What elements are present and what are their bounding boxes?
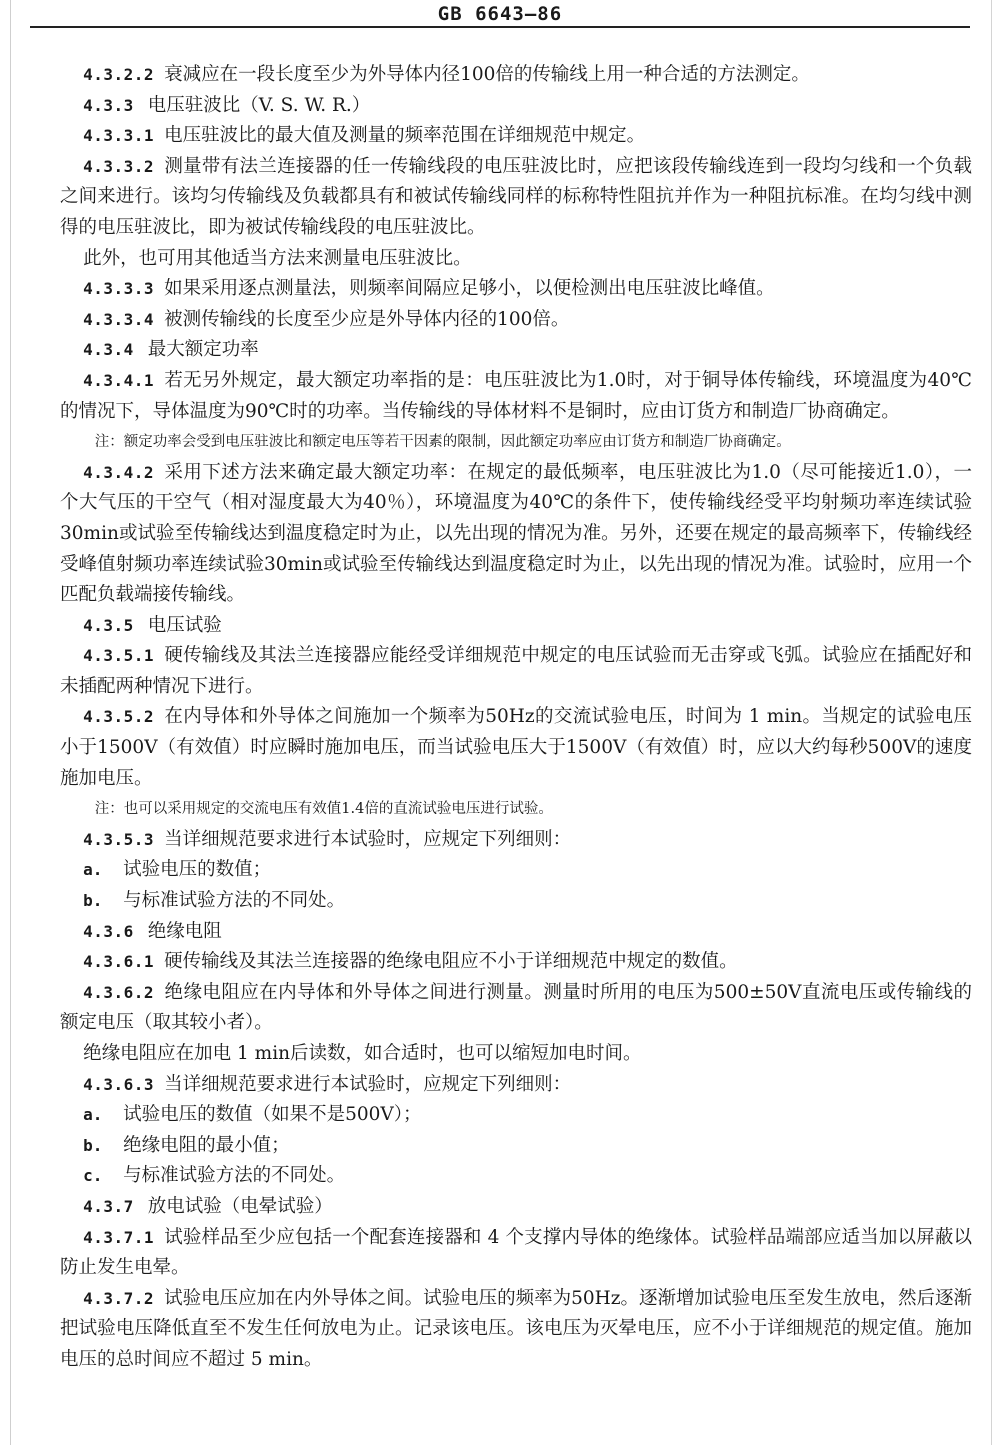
- clause-paragraph: [60, 917, 972, 948]
- clause-number: 4.3.4.2: [83, 462, 155, 482]
- clause-number: 4.3.3.4: [83, 309, 155, 329]
- clause-number: 4.3.3.2: [83, 156, 155, 176]
- clause-number: 4.3.4.1: [83, 370, 155, 390]
- note-paragraph: [60, 427, 972, 458]
- list-item-letter: b.: [83, 891, 103, 911]
- clause-text: 电压试验: [147, 614, 222, 636]
- clause-paragraph: [60, 1284, 972, 1376]
- clause-paragraph: [60, 641, 972, 702]
- clause-paragraph: [60, 1192, 972, 1223]
- clause-text: 最大额定功率: [147, 339, 259, 361]
- clause-paragraph: [60, 152, 972, 244]
- clause-text: 若无另外规定，最大额定功率指的是：电压驻波比为1.0时，对于铜导体传输线，环境温度为40℃的情况下，导体温度为90℃时的功率。当传输线的导体材料不是铜时，应由订货方和制造厂协商确定。: [60, 369, 972, 422]
- clause-paragraph: [60, 305, 972, 336]
- clause-number: 4.3.6.2: [83, 982, 155, 1002]
- clause-number: 4.3.7.2: [83, 1288, 155, 1308]
- clause-paragraph: [60, 60, 972, 91]
- clause-number: 4.3.7: [83, 1196, 134, 1216]
- clause-number: 4.3.5.1: [83, 646, 155, 666]
- clause-paragraph: [60, 825, 972, 856]
- clause-text: 当详细规范要求进行本试验时，应规定下列细则：: [164, 1073, 572, 1095]
- page-right-edge: [991, 0, 992, 1445]
- clause-text: 在内导体和外导体之间施加一个频率为50Hz的交流试验电压，时间为 1 min。当规定的试验电压小于1500V（有效值）时应瞬时施加电压，而当试验电压大于1500V（有效值）时，应以大约每秒500V的速度施加电压。: [60, 706, 972, 789]
- clause-text: 被测传输线的长度至少应是外导体内径的100倍。: [164, 308, 570, 330]
- list-item: [60, 1100, 972, 1131]
- clause-paragraph: [60, 91, 972, 122]
- clause-text: 电压驻波比的最大值及测量的频率范围在详细规范中规定。: [164, 125, 646, 147]
- clause-paragraph: [60, 947, 972, 978]
- continuation-paragraph: [60, 1039, 972, 1070]
- header-rule: [30, 26, 970, 28]
- list-item-text: 试验电压的数值（如果不是500V）；: [123, 1104, 422, 1126]
- continuation-paragraph: [60, 244, 972, 275]
- list-item-letter: b.: [83, 1135, 103, 1155]
- clause-text: 当详细规范要求进行本试验时，应规定下列细则：: [164, 828, 572, 850]
- clause-number: 4.3.7.1: [83, 1227, 155, 1247]
- clause-number: 4.3.6.1: [83, 952, 155, 972]
- clause-number: 4.3.5: [83, 615, 134, 635]
- clause-text: 放电试验（电晕试验）: [147, 1195, 333, 1217]
- clause-number: 4.3.6.3: [83, 1074, 155, 1094]
- list-item-text: 试验电压的数值；: [123, 859, 272, 881]
- clause-text: 如果采用逐点测量法，则频率间隔应足够小，以便检测出电压驻波比峰值。: [164, 278, 775, 300]
- clause-text: 试验样品至少应包括一个配套连接器和 4 个支撑内导体的绝缘体。试验样品端部应适当加以屏蔽以防止发生电晕。: [60, 1226, 972, 1279]
- clause-paragraph: [60, 366, 972, 427]
- clause-paragraph: [60, 1223, 972, 1284]
- clause-paragraph: [60, 458, 972, 611]
- clause-text: 绝缘电阻: [147, 920, 222, 942]
- clause-text: 试验电压应加在内外导体之间。试验电压的频率为50Hz。逐渐增加试验电压至发生放电，然后逐渐把试验电压降低直至不发生任何放电为止。记录该电压。该电压为灭晕电压，应不小于详细规范的规定值。施加电压的总时间应不超过 5 min。: [60, 1287, 972, 1370]
- page-header-standard-number: GB 6643—86: [437, 3, 563, 25]
- list-item: [60, 855, 972, 886]
- clause-paragraph: [60, 121, 972, 152]
- clause-text: 绝缘电阻应在加电 1 min后读数，如合适时，也可以缩短加电时间。: [83, 1043, 642, 1064]
- note-text: 注：额定功率会受到电压驻波比和额定电压等若干因素的限制，因此额定功率应由订货方和制造厂协商确定。: [94, 434, 791, 451]
- note-text: 注：也可以采用规定的交流电压有效值1.4倍的直流试验电压进行试验。: [94, 801, 553, 818]
- clause-text: 电压驻波比（V. S. W. R.）: [147, 94, 371, 116]
- clause-number: 4.3.3.3: [83, 279, 155, 299]
- list-item-text: 与标准试验方法的不同处。: [123, 890, 346, 912]
- clause-number: 4.3.2.2: [83, 65, 155, 84]
- clause-text: 衰减应在一段长度至少为外导体内径100倍的传输线上用一种合适的方法测定。: [164, 64, 810, 85]
- clause-text: 硬传输线及其法兰连接器的绝缘电阻应不小于详细规范中规定的数值。: [164, 951, 738, 973]
- clause-number: 4.3.4: [83, 340, 134, 360]
- note-paragraph: [60, 794, 972, 825]
- clause-text: 此外，也可用其他适当方法来测量电压驻波比。: [83, 247, 472, 269]
- clause-paragraph: [60, 274, 972, 305]
- list-item: [60, 886, 972, 917]
- list-item: [60, 1161, 972, 1192]
- clause-paragraph: [60, 611, 972, 642]
- list-item-text: 绝缘电阻的最小值；: [123, 1134, 290, 1156]
- clause-text: 测量带有法兰连接器的任一传输线段的电压驻波比时，应把该段传输线连到一段均匀线和一个负载之间来进行。该均匀传输线及负载都具有和被试传输线同样的标称特性阻抗并作为一种阻抗标准。在均匀线中测得的电压驻波比，即为被试传输线段的电压驻波比。: [60, 155, 972, 238]
- clause-number: 4.3.5.3: [83, 829, 155, 849]
- list-item-letter: c.: [83, 1166, 103, 1186]
- clause-text: 硬传输线及其法兰连接器应能经受详细规范中规定的电压试验而无击穿或飞弧。试验应在插配好和未插配两种情况下进行。: [60, 645, 972, 697]
- list-item-letter: a.: [83, 860, 103, 880]
- clause-paragraph: [60, 335, 972, 366]
- list-item: [60, 1131, 972, 1162]
- list-item-text: 与标准试验方法的不同处。: [123, 1165, 346, 1187]
- clause-paragraph: [60, 702, 972, 794]
- clause-number: 4.3.3.1: [83, 126, 155, 146]
- document-body: [60, 60, 972, 1376]
- clause-number: 4.3.5.2: [83, 707, 155, 727]
- clause-text: 绝缘电阻应在内导体和外导体之间进行测量。测量时所用的电压为500±50V直流电压或传输线的额定电压（取其较小者）。: [60, 981, 972, 1034]
- clause-paragraph: [60, 978, 972, 1039]
- clause-number: 4.3.6: [83, 921, 134, 941]
- list-item-letter: a.: [83, 1105, 103, 1125]
- clause-text: 采用下述方法来确定最大额定功率：在规定的最低频率，电压驻波比为1.0（尽可能接近1.0），一个大气压的干空气（相对湿度最大为40％），环境温度为40℃的条件下，使传输线经受平均射频功率连续试验30min或试验至传输线达到温度稳定时为止，以先出现的情况为准。另外，还要在规定的最高频率下，传输线经受峰值射频功率连续试验30min或试验至传输线达到温度稳定时为止，以先出现的情况为准。试验时，应用一个匹配负载端接传输线。: [60, 461, 972, 606]
- page-left-edge: [10, 0, 11, 1445]
- clause-number: 4.3.3: [83, 95, 134, 115]
- clause-paragraph: [60, 1070, 972, 1101]
